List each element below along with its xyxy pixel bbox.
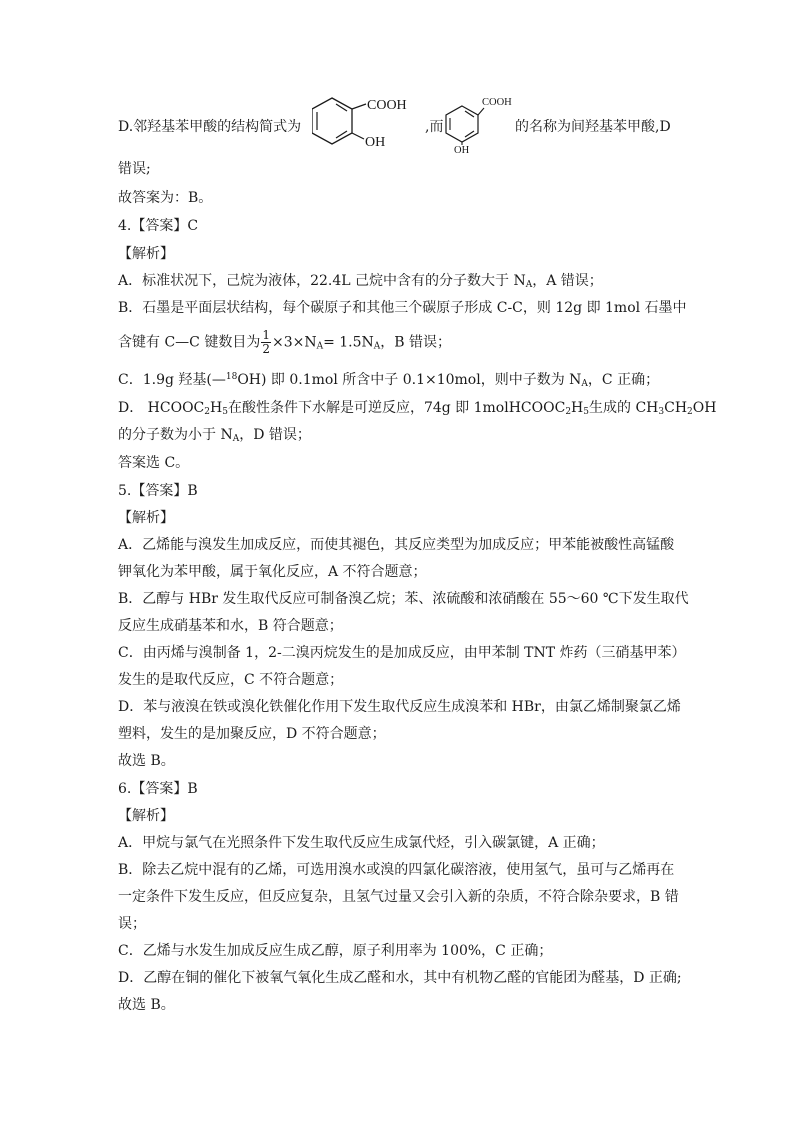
q4-option-b-line1: B．石墨是平面层状结构，每个碳原子和其他三个碳原子形成 C-C，则 12g 即 1mol 石墨中 — [118, 300, 687, 316]
meta-hydroxybenzoic-acid-structure — [444, 92, 520, 154]
d-item-mid-text: ,而 — [425, 119, 444, 135]
q6-analysis-heading: 【解析】 — [118, 808, 174, 824]
q4-option-b-line2: 含键有 C—C 键数目为 $\frac{1}{2}$ $\times 3\times N_A= 1.5N_A$，B 错误； — [118, 328, 452, 356]
fraction-one-half: $\frac{1}{2}$ — [262, 328, 270, 356]
q5-option-a-line1: A．乙烯能与溴发生加成反应，而使其褪色，其反应类型为加成反应；甲苯能被酸性高锰酸 — [118, 537, 675, 553]
q5-option-c-line1: C．由丙烯与溴制备 1，2-二溴丙烷发生的是加成反应，由甲苯制 TNT 炸药（三硝基甲苯） — [118, 645, 686, 661]
q4-answer: 4.【答案】C — [118, 218, 199, 234]
q5-option-b-line2: 反应生成硝基苯和水，B 符合题意； — [118, 618, 343, 634]
q6-option-c: C．乙烯与水发生加成反应生成乙醇，原子利用率为 100%，C 正确； — [118, 943, 553, 959]
q5-option-d-line2: 塑料，发生的是加聚反应，D 不符合题意； — [118, 726, 386, 742]
mol2-cooh-label: COOH — [482, 97, 512, 108]
q6-option-b-line1: B．除去乙烷中混有的乙烯，可选用溴水或溴的四氯化碳溶液，使用氢气，虽可与乙烯再在 — [118, 862, 675, 878]
mol1-oh-label: OH — [365, 135, 386, 150]
q6-conclusion: 故选 B。 — [118, 997, 175, 1013]
q5-option-b-line1: B．乙醇与 HBr 发生取代反应可制备溴乙烷；苯、浓硫酸和浓硝酸在 55～60 ℃下发生取代 — [118, 591, 689, 607]
q4-analysis-heading: 【解析】 — [118, 246, 174, 262]
q6-option-a: A．甲烷与氯气在光照条件下发生取代反应生成氯代烃，引入碳氯键，A 正确； — [118, 835, 605, 851]
q6-option-d: D．乙醇在铜的催化下被氧气氧化生成乙醛和水，其中有机物乙醛的官能团为醛基，D 正确; — [118, 970, 682, 986]
conclusion-b: 故答案为：B。 — [118, 190, 213, 206]
q5-analysis-heading: 【解析】 — [118, 510, 174, 526]
q5-option-d-line1: D．苯与液溴在铁或溴化铁催化作用下发生取代反应生成溴苯和 HBr，由氯乙烯制聚氯乙烯 — [118, 699, 681, 715]
d-item-suffix: 的名称为间羟基苯甲酸,D — [515, 119, 671, 135]
q5-conclusion: 故选 B。 — [118, 753, 175, 769]
q6-answer: 6.【答案】B — [118, 781, 198, 797]
q4-option-c: C．1.9g 羟基(—$^{18}$OH) 即 0.1mol 所含中子 0.1×10mol，则中子数为 $N_A$，C 正确； — [118, 372, 660, 389]
mol2-oh-label: OH — [454, 145, 470, 154]
mol1-cooh-label: COOH — [367, 98, 407, 113]
q4-conclusion: 答案选 C。 — [118, 455, 190, 471]
q5-option-c-line2: 发生的是取代反应，C 不符合题意； — [118, 672, 344, 688]
q6-option-b-line2: 一定条件下发生反应，但反应复杂，且氢气过量又会引入新的杂质，不符合除杂要求，B 错 — [118, 889, 679, 905]
q4-option-a: A．标准状况下，己烷为液体，22.4L 己烷中含有的分子数大于 $N_A$，A 错误； — [118, 273, 603, 290]
d-item-line — [118, 116, 301, 136]
ortho-hydroxybenzoic-acid-structure — [312, 94, 422, 152]
d-item-prefix: D.邻羟基苯甲酸的结构简式为 — [118, 119, 302, 135]
q6-option-b-line3: 误； — [118, 916, 146, 932]
d-item-continuation: 错误; — [118, 161, 151, 177]
q5-answer: 5.【答案】B — [118, 483, 198, 499]
q4-option-d-line2: 的分子数为小于 $N_A$，D 错误； — [118, 427, 311, 444]
q5-option-a-line2: 钾氧化为苯甲酸，属于氧化反应，A 不符合题意； — [118, 564, 427, 580]
q4-option-d-line1: D． $HCOOC_2H_5$在酸性条件下水解是可逆反应，74g 即 $1molHCOOC_2H_5$生成的 $CH_3CH_2OH$ — [118, 400, 717, 417]
